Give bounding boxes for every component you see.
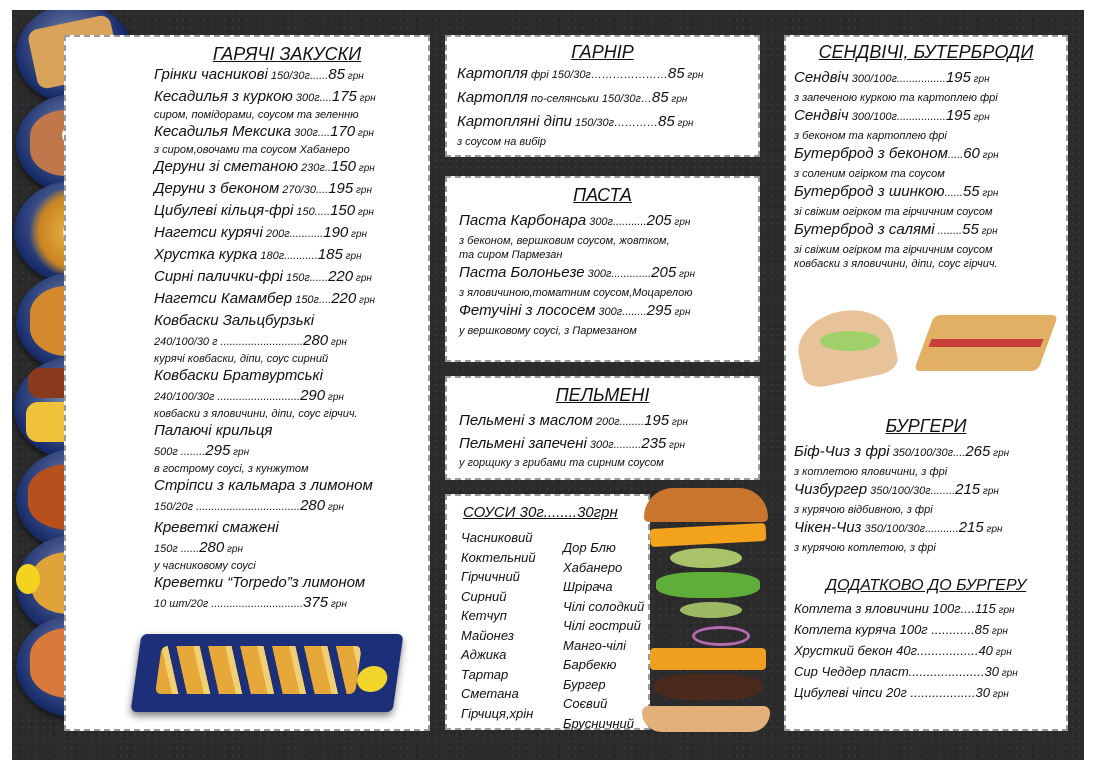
- item-dots: ....: [317, 127, 331, 139]
- menu-item-row: [794, 441, 1009, 465]
- item-dots: .....: [947, 149, 964, 161]
- menu-item-row: [154, 245, 420, 267]
- item-name: Кесадилья з куркою: [154, 88, 293, 105]
- extra-item: [794, 641, 1018, 662]
- item-weight: 300г: [586, 439, 614, 451]
- menu-item-row: [459, 262, 746, 286]
- menu-item-row: [794, 105, 1058, 129]
- garnish-title: ГАРНІР: [571, 42, 634, 62]
- pasta-title: ПАСТА: [573, 185, 632, 205]
- item-currency: грн: [970, 74, 990, 85]
- item-dots: ........: [619, 416, 645, 428]
- item-weight: 300г: [291, 127, 318, 139]
- item-weight: 150г: [292, 294, 319, 306]
- item-name: Пельмені з маслом: [459, 412, 593, 429]
- item-dots: ..............................: [211, 598, 304, 610]
- item-name: Паста Карбонара: [459, 212, 587, 229]
- sandwiches-list: [794, 67, 1058, 271]
- sandwiches-card: [784, 35, 1068, 731]
- sauce-item: Дор Блю: [563, 540, 616, 555]
- item-currency: грн: [355, 128, 374, 139]
- item-price: 220: [331, 290, 357, 307]
- item-currency: грн: [671, 307, 691, 318]
- item-description: у часниковому соусі: [154, 560, 256, 572]
- extra-item: [794, 683, 1018, 704]
- item-weight: 270/30: [279, 184, 316, 196]
- item-currency: грн: [328, 337, 347, 348]
- item-price: 150: [330, 202, 356, 219]
- item-name: Цибулеві кільця-фрі: [154, 202, 294, 219]
- garnish-list: [457, 63, 748, 135]
- menu-item-row: [154, 201, 420, 223]
- burger-image: [636, 488, 776, 738]
- sauces-column-1: [461, 528, 536, 723]
- item-price: 60: [963, 145, 980, 162]
- item-description: з сиром,овочами та соусом Хабанеро: [154, 144, 350, 156]
- item-dots: ........: [622, 306, 647, 318]
- dumplings-list: [459, 410, 746, 456]
- item-name: Чікен-Чиз: [794, 519, 862, 536]
- item-description: сиром, помідорами, соусом та зеленню: [154, 109, 359, 121]
- item-description: з соленим огірком та соусом: [794, 168, 945, 180]
- item-dots: ....: [318, 294, 332, 306]
- item-dots: ...........: [289, 228, 324, 240]
- item-price: 195: [328, 180, 354, 197]
- item-currency: грн: [668, 94, 688, 105]
- sauces-title: СОУСИ 30г........30грн: [463, 504, 618, 521]
- hot-snacks-card: [64, 35, 430, 731]
- item-dots: …………: [614, 117, 659, 129]
- item-name: Нагетси курячі: [154, 224, 263, 241]
- item-currency: грн: [979, 188, 999, 199]
- sauce-item: Сирний: [461, 588, 507, 604]
- item-currency: грн: [325, 392, 344, 403]
- item-currency: грн: [342, 251, 362, 262]
- item-description: ковбаски з яловичини, діпи, соус гірчич.: [154, 408, 358, 420]
- menu-item-row: [154, 289, 420, 311]
- item-price: 190: [323, 224, 349, 241]
- item-weight: 230г: [298, 162, 325, 174]
- item-price: 290: [300, 387, 326, 404]
- item-currency: грн: [983, 524, 1003, 535]
- item-dots: ..: [324, 162, 331, 174]
- item-name: Нагетси Камамбер: [154, 290, 293, 307]
- item-weight: 300/100г: [848, 111, 897, 123]
- item-price: 280: [300, 497, 326, 514]
- item-price: 85: [328, 66, 345, 83]
- item-currency: грн: [989, 626, 1008, 637]
- garnish-card: [445, 35, 760, 157]
- item-price: 85: [667, 65, 685, 82]
- sauce-item: Хабанеро: [563, 559, 623, 575]
- item-description: з беконом, вершковим соусом, жовтком,: [459, 235, 670, 247]
- sauce-item: Чілі гострий: [563, 618, 641, 633]
- sauce-item: Кетчуп: [461, 608, 507, 623]
- item-price: 295: [205, 442, 231, 459]
- item-name: Паста Болоньезе: [459, 264, 585, 281]
- sandwich-image: [798, 305, 1058, 389]
- item-name: Сендвіч: [794, 107, 849, 124]
- item-currency: грн: [990, 448, 1010, 459]
- item-price: 220: [328, 268, 354, 285]
- item-currency: грн: [980, 486, 999, 497]
- item-dots: ......: [309, 70, 329, 82]
- item-name: Сендвіч: [794, 69, 849, 86]
- sauce-item: Брусничний: [563, 715, 634, 731]
- item-currency: грн: [992, 647, 1012, 658]
- item-dots: ......: [180, 543, 200, 555]
- item-weight: 150г: [154, 543, 181, 555]
- menu-item-name-row: [154, 421, 420, 441]
- item-weight: фрі 150/30г: [527, 69, 591, 81]
- item-weight: 240/100/30г: [154, 391, 218, 403]
- sauce-item: Шрірача: [563, 579, 613, 594]
- extra-item: [794, 662, 1018, 683]
- sauce-item: Коктельний: [461, 549, 536, 565]
- item-name: Біф-Чиз з фрі: [794, 443, 890, 460]
- item-price: 195: [644, 412, 670, 429]
- sauce-item: Сметана: [461, 686, 519, 701]
- item-currency: грн: [353, 273, 372, 284]
- item-name: Грінки часникові: [154, 66, 268, 83]
- menu-item-price-row: [154, 386, 420, 408]
- extra-item-text: Котлета куряча 100г ............85: [794, 622, 990, 637]
- item-weight: 200г: [592, 416, 620, 428]
- item-currency: грн: [970, 112, 990, 123]
- sauce-item: Барбекю: [563, 657, 617, 672]
- extras-title: ДОДАТКОВО ДО БУРГЕРУ: [825, 577, 1027, 594]
- item-price: 195: [945, 107, 971, 124]
- item-weight: 10 шт/20г: [154, 598, 212, 610]
- item-currency: грн: [325, 502, 344, 513]
- item-currency: грн: [995, 605, 1015, 616]
- item-currency: грн: [674, 118, 694, 129]
- burgers-list: [794, 441, 1009, 555]
- item-currency: грн: [348, 229, 368, 240]
- item-name: Креветки “Torpedo”з лимоном: [154, 574, 366, 591]
- item-weight: 300/100г: [848, 73, 897, 85]
- menu-item-name-row: [154, 366, 420, 386]
- extra-item-text: Хрусткий бекон 40г.................40: [794, 643, 993, 658]
- menu-item-row: [794, 517, 1009, 541]
- menu-item-price-row: [154, 441, 420, 463]
- item-dots: ........: [180, 446, 206, 458]
- item-name: Сирні палички-фрі: [154, 268, 283, 285]
- item-currency: грн: [344, 71, 364, 82]
- item-price: 235: [641, 435, 667, 452]
- item-weight: 150/30г: [571, 117, 615, 129]
- menu-item-row: [154, 223, 420, 245]
- item-name: Палаючі крильця: [154, 422, 273, 439]
- item-description: зі свіжим огірком та гірчичним соусом: [794, 206, 993, 218]
- menu-item-name-row: [154, 518, 420, 538]
- item-weight: по-селянськи 150/30г: [527, 93, 641, 105]
- menu-item-name-row: [154, 476, 420, 496]
- item-name: Фетучіні з лососем: [459, 302, 596, 319]
- item-price: 215: [958, 519, 984, 536]
- item-currency: грн: [989, 689, 1009, 700]
- item-price: 205: [646, 212, 672, 229]
- menu-item-row: [457, 63, 748, 87]
- sauce-item: Часниковий: [461, 530, 533, 545]
- item-weight: 240/100/30 г: [154, 336, 221, 348]
- menu-item-row: [459, 300, 746, 324]
- item-currency: грн: [356, 295, 376, 306]
- item-dots: ..................................: [196, 501, 301, 513]
- menu-item-row: [794, 67, 1058, 91]
- menu-item-row: [794, 219, 1058, 243]
- sauces-column-2: [563, 538, 644, 733]
- item-weight: 150/30г: [267, 70, 310, 82]
- garnish-note: з соусом на вибір: [457, 136, 546, 148]
- menu-item-price-row: [154, 496, 420, 518]
- item-name: Картопля: [457, 89, 528, 106]
- item-price: 85: [651, 89, 669, 106]
- menu-item-price-row: [154, 538, 420, 560]
- item-dots: ................: [896, 73, 946, 85]
- item-weight: 350/100/30г: [889, 447, 954, 459]
- menu-item-row: [794, 143, 1058, 167]
- item-name: Картопля: [457, 65, 528, 82]
- item-description: з курячою відбивною, з фрі: [794, 504, 933, 516]
- sauce-item: Бургер: [563, 676, 606, 692]
- item-price: 195: [945, 69, 971, 86]
- item-currency: грн: [998, 668, 1018, 679]
- item-currency: грн: [978, 226, 998, 237]
- dumplings-note: у горщику з грибами та сирним соусом: [459, 457, 664, 469]
- item-price: 55: [962, 221, 979, 238]
- item-weight: 300г: [595, 306, 623, 318]
- item-dots: ....: [953, 447, 966, 459]
- item-dots: .....: [314, 206, 331, 218]
- sauces-card: [445, 494, 650, 730]
- item-price: 295: [646, 302, 672, 319]
- sauce-item: Манго-чілі: [563, 637, 627, 653]
- item-dots: …: [640, 93, 652, 105]
- item-currency: грн: [328, 599, 347, 610]
- menu-item-row: [459, 433, 746, 456]
- item-weight: 180г: [257, 250, 285, 262]
- sauce-item: Аджика: [461, 647, 507, 662]
- item-weight: 300г: [584, 268, 612, 280]
- item-dots: ....: [319, 92, 332, 104]
- sauce-item: Тартар: [461, 666, 509, 682]
- item-name: Пельмені запечені: [459, 435, 587, 452]
- menu-item-row: [154, 65, 420, 87]
- item-dots: ......: [944, 187, 963, 199]
- menu-item-row: [457, 111, 748, 135]
- hot-snacks-list: [154, 65, 420, 615]
- item-price: 170: [330, 123, 356, 140]
- item-dots: ........: [930, 485, 956, 497]
- sauce-item: Чілі солодкий: [563, 598, 645, 614]
- menu-item-row: [459, 410, 746, 433]
- item-currency: грн: [979, 150, 999, 161]
- item-description: зі свіжим огірком та гірчичним соусом: [794, 244, 993, 256]
- dumplings-card: [445, 376, 760, 480]
- item-price: 280: [199, 539, 225, 556]
- sandwiches-title: СЕНДВІЧІ, БУТЕРБРОДИ: [818, 42, 1034, 62]
- item-currency: грн: [356, 163, 375, 174]
- item-price: 55: [962, 183, 980, 200]
- extras-list: [794, 599, 1018, 704]
- item-name: Креветкі смажені: [154, 519, 279, 536]
- item-dots: …………………: [590, 69, 668, 81]
- menu-item-price-row: [154, 593, 420, 615]
- item-price: 265: [965, 443, 991, 460]
- menu-item-row: [154, 122, 420, 144]
- item-weight: 150: [293, 206, 315, 218]
- item-description: з яловичиною,томатним соусом,Моцарелою: [459, 287, 693, 299]
- item-dots: ....: [315, 184, 329, 196]
- menu-item-name-row: [154, 311, 420, 331]
- extra-item-text: Цибулеві чіпси 20г ..................30: [794, 685, 990, 700]
- extra-item: [794, 599, 1018, 620]
- item-price: 375: [303, 594, 329, 611]
- item-weight: 350/100/30г: [867, 485, 931, 497]
- item-dots: ...........: [284, 250, 318, 262]
- item-name: Бутерброд з шинкою: [794, 183, 945, 200]
- item-currency: грн: [224, 544, 243, 555]
- item-description: з беконом та картоплею фрі: [794, 130, 947, 142]
- extra-item-text: Сир Чеддер пласт.....................30: [794, 664, 999, 679]
- item-weight: 300г: [586, 216, 613, 228]
- menu-page: [12, 10, 1084, 760]
- pasta-list: [459, 210, 746, 338]
- menu-item-name-row: [154, 573, 420, 593]
- item-name: Кесадилья Мексика: [154, 123, 292, 140]
- item-price: 205: [651, 264, 677, 281]
- item-name: Бутерброд з беконом: [794, 145, 948, 162]
- item-name: Стріпси з кальмара з лимоном: [154, 477, 373, 494]
- item-currency: грн: [671, 217, 691, 228]
- menu-item-row: [154, 87, 420, 109]
- item-currency: грн: [355, 207, 374, 218]
- item-dots: ...........: [925, 523, 959, 535]
- item-price: 280: [303, 332, 329, 349]
- menu-item-row: [154, 179, 420, 201]
- torpedo-shrimp-image: [131, 634, 404, 712]
- sauce-item: Гірчичний: [461, 569, 520, 584]
- item-currency: грн: [684, 70, 704, 81]
- menu-item-price-row: [154, 331, 420, 353]
- item-description: з котлетою яловичини, з фрі: [794, 466, 948, 478]
- item-price: 150: [330, 158, 356, 175]
- item-description: курячі ковбаски, діпи, соус сирний: [154, 353, 329, 365]
- item-weight: 200г: [262, 228, 290, 240]
- menu-item-row: [154, 267, 420, 289]
- item-dots: .............: [611, 268, 652, 280]
- hot-snacks-title: ГАРЯЧІ ЗАКУСКИ: [212, 44, 362, 64]
- item-name: Хрустка курка: [154, 246, 258, 263]
- item-currency: грн: [230, 447, 250, 458]
- item-currency: грн: [676, 269, 695, 280]
- burgers-title: БУРГЕРИ: [885, 416, 967, 436]
- extra-item: [794, 620, 1018, 641]
- item-currency: грн: [666, 440, 686, 451]
- item-description: з курячою котлетою, з фрі: [794, 542, 936, 554]
- menu-item-row: [794, 181, 1058, 205]
- item-dots: ...........: [612, 216, 647, 228]
- item-name: Бутерброд з салямі: [794, 221, 935, 238]
- item-description: ковбаски з яловичини, діпи, соус гірчич.: [794, 258, 998, 270]
- item-name: Ковбаски Братвуртські: [154, 367, 323, 384]
- item-weight: 500г: [154, 446, 181, 458]
- item-description: з запеченою куркою та картоплею фрі: [794, 92, 998, 104]
- item-name: Деруни зі сметаною: [154, 158, 298, 175]
- item-weight: 150г: [282, 272, 310, 284]
- item-dots: ......: [309, 272, 329, 284]
- item-name: Чизбургер: [794, 481, 868, 498]
- item-description: у вершковому соусі, з Пармезаном: [459, 325, 637, 337]
- item-name: Ковбаски Зальцбурзькі: [154, 312, 315, 329]
- item-price: 85: [658, 113, 675, 130]
- item-price: 175: [331, 88, 357, 105]
- menu-item-row: [457, 87, 748, 111]
- item-description: в гострому соусі, з кунжутом: [154, 463, 309, 475]
- sauce-item: Майонез: [461, 627, 514, 643]
- item-dots: .........: [613, 439, 642, 451]
- dumplings-title: ПЕЛЬМЕНІ: [555, 385, 650, 405]
- menu-item-row: [459, 210, 746, 234]
- item-dots: ...........................: [220, 336, 304, 348]
- item-dots: ........: [934, 225, 963, 237]
- sauce-item: Гірчиця,хрін: [461, 705, 534, 721]
- sauce-item: Соєвий: [563, 696, 608, 711]
- item-currency: грн: [353, 185, 372, 196]
- extra-item-text: Котлета з яловичини 100г....115: [794, 601, 996, 616]
- item-weight: 350/100/30г: [861, 523, 926, 535]
- item-price: 215: [955, 481, 981, 498]
- item-name: Картопляні діпи: [457, 113, 572, 130]
- item-name: Деруни з беконом: [154, 180, 280, 197]
- item-description: та сиром Пармезан: [459, 249, 563, 261]
- menu-item-row: [154, 157, 420, 179]
- item-currency: грн: [669, 417, 688, 428]
- pasta-card: [445, 176, 760, 362]
- item-dots: ...........................: [217, 391, 301, 403]
- item-currency: грн: [356, 93, 376, 104]
- menu-item-row: [794, 479, 1009, 503]
- item-weight: 150/20г: [154, 501, 197, 513]
- item-weight: 300г: [292, 92, 320, 104]
- item-price: 185: [317, 246, 343, 263]
- item-dots: ................: [896, 111, 946, 123]
